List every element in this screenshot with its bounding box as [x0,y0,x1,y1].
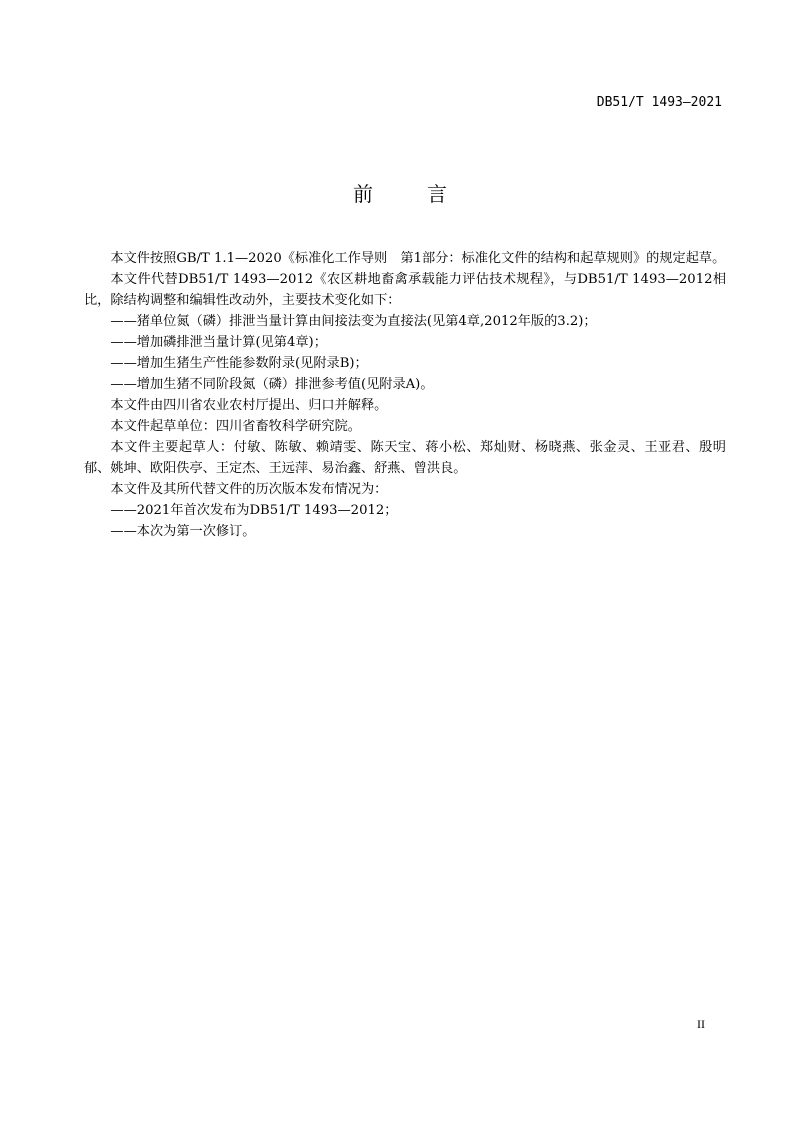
history-item: ——2021年首次发布为DB51/T 1493—2012； [110,503,398,518]
page-title [0,178,800,207]
history-item: ——本次为第一次修订。 [110,524,256,539]
change-item: ——增加生猪不同阶段氮（磷）排泄参考值(见附录A)。 [110,377,434,392]
paragraph-drafting-unit: 本文件起草单位：四川省畜牧科学研究院。 [110,419,361,434]
change-item: ——猪单位氮（磷）排泄当量计算由间接法变为直接法(见第4章,2012年版的3.2)； [110,314,597,329]
change-item: ——增加磷排泄当量计算(见第4章)； [110,335,327,350]
page-number: II [697,1017,705,1031]
title-char-1: 前 [353,182,373,206]
paragraph-proposer: 本文件由四川省农业农村厅提出、归口并解释。 [110,398,388,413]
title-char-2: 言 [427,182,447,206]
paragraph-replacement: 本文件代替DB51/T 1493—2012《农区耕地畜禽承载能力评估技术规程》，与DB51/T 1493—2012相比，除结构调整和编辑性改动外，主要技术变化如下： [84,272,726,308]
change-item: ——增加生猪生产性能参数附录(见附录B)； [110,356,368,371]
paragraph-drafters: 本文件主要起草人：付敏、陈敏、赖靖雯、陈天宝、蒋小松、郑灿财、杨晓燕、张金灵、王亚君、殷明郁、姚坤、欧阳佚亭、王定杰、王远萍、易治鑫、舒燕、曾洪良。 [84,440,726,476]
paragraph-history: 本文件及其所代替文件的历次版本发布情况为： [110,482,388,497]
standard-code: DB51/T 1493—2021 [596,95,722,110]
paragraph-drafting-basis: 本文件按照GB/T 1.1—2020《标准化工作导则 第1部分：标准化文件的结构和起草规则》的规定起草。 [110,251,726,266]
foreword-body [84,248,726,542]
